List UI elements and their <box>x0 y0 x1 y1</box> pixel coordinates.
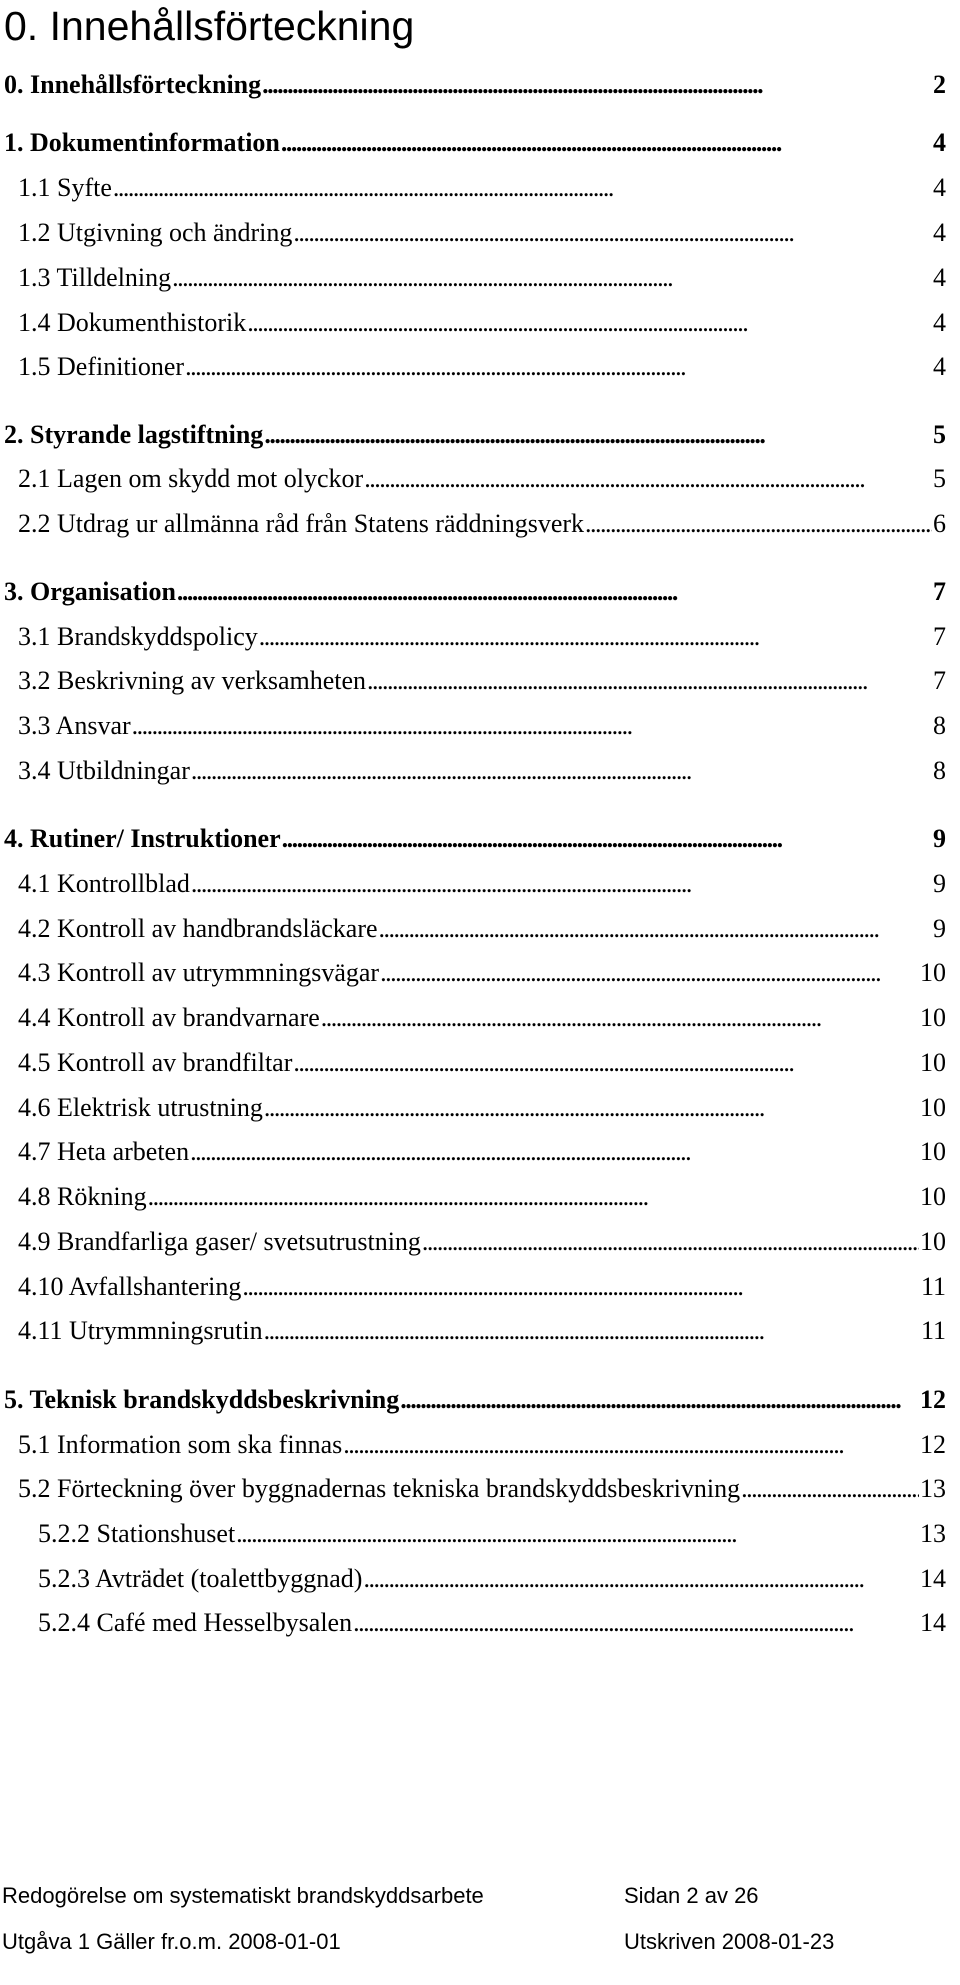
toc-dot-leader <box>172 261 932 295</box>
toc-entry-page-number: 12 <box>920 1385 946 1414</box>
toc-entry-page-number: 4 <box>933 173 946 202</box>
toc-entry <box>18 501 946 541</box>
toc-dot-leader <box>343 1428 919 1462</box>
toc-entry <box>38 1511 946 1551</box>
footer-document-title: Redogörelse om systematiskt brandskyddsarbete <box>2 1883 484 1908</box>
toc-entry-page-number: 13 <box>920 1474 946 1503</box>
toc-entry-page-number: 2 <box>933 70 946 99</box>
toc-entry <box>18 1466 946 1506</box>
toc-entry-title: 4. Rutiner/ Instruktioner <box>4 824 281 853</box>
toc-entry-page-number: 4 <box>933 308 946 337</box>
toc-entry-title: 4.11 Utrymmningsrutin <box>18 1316 263 1345</box>
toc-entry-title: 4.5 Kontroll av brandfiltar <box>18 1048 293 1077</box>
toc-entry <box>18 1040 946 1080</box>
footer-edition: Utgåva 1 Gäller fr.o.m. 2008-01-01 <box>2 1929 341 1954</box>
toc-entry <box>18 906 946 946</box>
toc-dot-leader <box>321 1001 919 1035</box>
toc-entry-page-number: 11 <box>920 1272 946 1301</box>
toc-entry-title: 1.2 Utgivning och ändring <box>18 218 293 247</box>
toc-entry <box>18 614 946 654</box>
toc-entry-page-number: 8 <box>933 756 946 785</box>
toc-entry <box>18 165 946 205</box>
toc-entry-title: 2. Styrande lagstiftning <box>4 420 264 449</box>
toc-entry-page-number: 10 <box>920 1182 946 1211</box>
toc-dot-leader <box>363 1562 919 1596</box>
toc-entry-page-number: 10 <box>920 1093 946 1122</box>
toc-entry-page-number: 11 <box>920 1316 946 1345</box>
toc-entry-page-number: 10 <box>920 1003 946 1032</box>
toc-entry-title: 4.9 Brandfarliga gaser/ svetsutrustning <box>18 1227 421 1256</box>
toc-entry-title: 4.7 Heta arbeten <box>18 1137 190 1166</box>
toc-entry <box>4 1377 946 1417</box>
toc-dot-leader <box>177 575 932 609</box>
toc-entry <box>18 300 946 340</box>
toc-entry-page-number: 9 <box>933 869 946 898</box>
toc-entry-title: 5.2.4 Café med Hesselbysalen <box>38 1608 353 1637</box>
toc-entry-title: 3.4 Utbildningar <box>18 756 190 785</box>
toc-dot-leader <box>262 68 932 102</box>
toc-dot-leader <box>400 1383 919 1417</box>
toc-entry-page-number: 12 <box>920 1430 946 1459</box>
toc-entry-page-number: 10 <box>920 958 946 987</box>
toc-entry-title: 1. Dokumentinformation <box>4 128 280 157</box>
toc-entry-title: 5.1 Information som ska finnas <box>18 1430 343 1459</box>
toc-dot-leader <box>585 507 932 541</box>
toc-entry-page-number: 5 <box>933 464 946 493</box>
toc-entry-page-number: 6 <box>933 509 946 538</box>
toc-dot-leader <box>236 1517 919 1551</box>
toc-entry-page-number: 9 <box>933 914 946 943</box>
toc-entry-title: 4.8 Rökning <box>18 1182 147 1211</box>
toc-entry-page-number: 8 <box>933 711 946 740</box>
toc-entry-title: 4.2 Kontroll av handbrandsläckare <box>18 914 378 943</box>
toc-dot-leader <box>281 126 932 160</box>
toc-entry <box>4 412 946 452</box>
toc-entry-title: 1.4 Dokumenthistorik <box>18 308 247 337</box>
toc-dot-leader <box>148 1180 919 1214</box>
toc-entry <box>18 1085 946 1125</box>
toc-dot-leader <box>185 350 932 384</box>
toc-entry-page-number: 14 <box>920 1608 946 1637</box>
toc-entry <box>4 62 946 102</box>
toc-entry <box>4 816 946 856</box>
toc-dot-leader <box>282 822 932 856</box>
toc-dot-leader <box>379 912 932 946</box>
toc-dot-leader <box>191 754 932 788</box>
toc-entry <box>18 456 946 496</box>
toc-dot-leader <box>293 216 932 250</box>
toc-dot-leader <box>264 418 932 452</box>
footer-printed-date: Utskriven 2008-01-23 <box>624 1929 835 1954</box>
toc-entry <box>4 569 946 609</box>
toc-entry-title: 5.2.2 Stationshuset <box>38 1519 236 1548</box>
toc-entry-page-number: 10 <box>920 1048 946 1077</box>
toc-entry-title: 3.1 Brandskyddspolicy <box>18 622 258 651</box>
toc-entry-title: 4.4 Kontroll av brandvarnare <box>18 1003 320 1032</box>
toc-entry <box>4 120 946 160</box>
toc-entry <box>18 748 946 788</box>
toc-dot-leader <box>191 867 932 901</box>
toc-entry-title: 2.1 Lagen om skydd mot olyckor <box>18 464 364 493</box>
toc-dot-leader <box>264 1314 920 1348</box>
toc-entry-title: 4.3 Kontroll av utrymmningsvägar <box>18 958 380 987</box>
toc-dot-leader <box>293 1046 919 1080</box>
toc-entry <box>18 344 946 384</box>
toc-entry-page-number: 10 <box>920 1137 946 1166</box>
toc-entry-page-number: 7 <box>933 577 946 606</box>
toc-entry-title: 3.3 Ansvar <box>18 711 131 740</box>
toc-dot-leader <box>422 1225 919 1259</box>
toc-entry <box>38 1556 946 1596</box>
toc-entry-page-number: 5 <box>933 420 946 449</box>
toc-entry <box>18 1219 946 1259</box>
toc-entry-page-number: 4 <box>933 128 946 157</box>
toc-entry-page-number: 13 <box>920 1519 946 1548</box>
toc-entry <box>18 1174 946 1214</box>
toc-entry-page-number: 4 <box>933 218 946 247</box>
toc-entry-page-number: 4 <box>933 352 946 381</box>
toc-dot-leader <box>353 1606 919 1640</box>
toc-dot-leader <box>242 1270 920 1304</box>
toc-entry-title: 4.10 Avfallshantering <box>18 1272 242 1301</box>
toc-entry <box>18 1308 946 1348</box>
toc-dot-leader <box>741 1472 919 1506</box>
toc-entry-page-number: 4 <box>933 263 946 292</box>
toc-entry-title: 1.1 Syfte <box>18 173 112 202</box>
toc-dot-leader <box>190 1135 919 1169</box>
footer-page-info: Sidan 2 av 26 <box>624 1883 759 1908</box>
toc-entry-page-number: 14 <box>920 1564 946 1593</box>
toc-dot-leader <box>247 306 932 340</box>
toc-entry-page-number: 7 <box>933 666 946 695</box>
toc-entry-title: 3. Organisation <box>4 577 176 606</box>
toc-entry-title: 5.2 Förteckning över byggnadernas tekniska brandskyddsbeskrivning <box>18 1474 741 1503</box>
toc-entry <box>18 255 946 295</box>
toc-entry <box>18 1129 946 1169</box>
toc-dot-leader <box>132 709 932 743</box>
toc-entry-title: 0. Innehållsförteckning <box>4 70 262 99</box>
toc-entry <box>18 1422 946 1462</box>
toc-entry-title: 2.2 Utdrag ur allmänna råd från Statens räddningsverk <box>18 509 585 538</box>
toc-entry <box>18 1264 946 1304</box>
toc-entry <box>38 1600 946 1640</box>
toc-entry-title: 1.5 Definitioner <box>18 352 185 381</box>
toc-dot-leader <box>380 956 919 990</box>
toc-dot-leader <box>367 664 932 698</box>
toc-entry <box>18 210 946 250</box>
toc-entry <box>18 950 946 990</box>
toc-entry <box>18 861 946 901</box>
toc-entry <box>18 995 946 1035</box>
toc-entry-page-number: 7 <box>933 622 946 651</box>
toc-entry-title: 4.1 Kontrollblad <box>18 869 190 898</box>
toc-dot-leader <box>264 1091 919 1125</box>
toc-dot-leader <box>364 462 932 496</box>
toc-dot-leader <box>113 171 932 205</box>
toc-entry-title: 5.2.3 Avträdet (toalettbyggnad) <box>38 1564 363 1593</box>
toc-entry-page-number: 10 <box>920 1227 946 1256</box>
toc-entry-title: 5. Teknisk brandskyddsbeskrivning <box>4 1385 400 1414</box>
toc-dot-leader <box>259 620 932 654</box>
toc-entry <box>18 703 946 743</box>
toc-entry-title: 4.6 Elektrisk utrustning <box>18 1093 263 1122</box>
toc-entry-title: 3.2 Beskrivning av verksamheten <box>18 666 367 695</box>
toc-entry-page-number: 9 <box>933 824 946 853</box>
page-heading: 0. Innehållsförteckning <box>4 3 415 49</box>
toc-entry <box>18 658 946 698</box>
toc-entry-title: 1.3 Tilldelning <box>18 263 172 292</box>
